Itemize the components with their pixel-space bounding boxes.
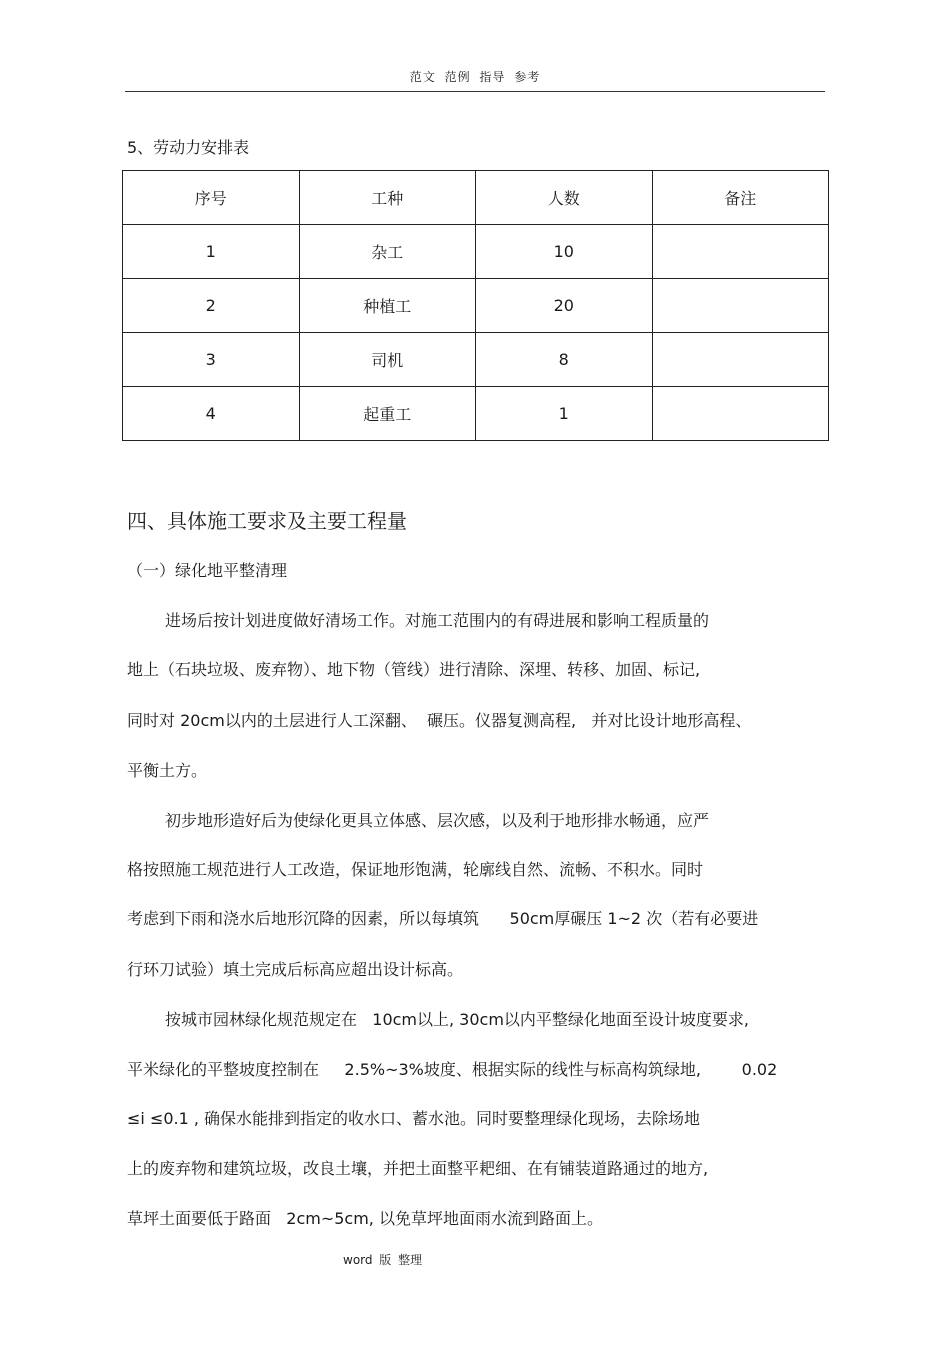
cell-trade: 种植工 (299, 279, 476, 333)
subsection-heading: （一）绿化地平整清理 (127, 561, 288, 580)
table-row (123, 279, 829, 333)
table-row (123, 387, 829, 441)
labor-arrangement-table (122, 170, 829, 441)
cell-remarks (652, 333, 829, 387)
body-line: 上的废弃物和建筑垃圾，改良土壤，并把土面整平耙细、在有铺装道路通过的地方, (127, 1159, 709, 1178)
table-row (123, 333, 829, 387)
cell-index: 3 (123, 333, 300, 387)
column-header-count: 人数 (476, 171, 653, 225)
body-line: 同时对 20cm以内的土层进行人工深翻、 碾压。仪器复测高程, 并对比设计地形高程、 (127, 711, 752, 730)
body-line: ≤i ≤0.1 , 确保水能排到指定的收水口、蓄水池。同时要整理绿化现场，去除场地 (127, 1109, 701, 1128)
cell-count: 10 (476, 225, 653, 279)
cell-count: 1 (476, 387, 653, 441)
cell-count: 8 (476, 333, 653, 387)
cell-remarks (652, 387, 829, 441)
column-header-index: 序号 (123, 171, 300, 225)
body-line: 进场后按计划进度做好清场工作。对施工范围内的有碍进展和影响工程质量的 (165, 611, 710, 630)
cell-index: 1 (123, 225, 300, 279)
body-line: 平衡土方。 (127, 761, 208, 780)
table-title: 5、劳动力安排表 (127, 138, 250, 157)
table-header-row (123, 171, 829, 225)
body-line: 平米绿化的平整坡度控制在 2.5%~3%坡度、根据实际的线性与标高构筑绿地, 0.02 (127, 1060, 778, 1079)
page-footer: word 版 整理 (343, 1253, 423, 1267)
cell-count: 20 (476, 279, 653, 333)
cell-trade: 司机 (299, 333, 476, 387)
body-line: 地上（石块垃圾、废弃物）、地下物（管线）进行清除、深埋、转移、加固、标记, (127, 660, 701, 679)
body-line: 格按照施工规范进行人工改造，保证地形饱满，轮廓线自然、流畅、不积水。同时 (127, 860, 704, 879)
body-line: 初步地形造好后为使绿化更具立体感、层次感，以及利于地形排水畅通，应严 (165, 811, 710, 830)
column-header-trade: 工种 (299, 171, 476, 225)
body-line: 行环刀试验）填土完成后标高应超出设计标高。 (127, 960, 464, 979)
cell-index: 2 (123, 279, 300, 333)
table-row (123, 225, 829, 279)
cell-index: 4 (123, 387, 300, 441)
cell-remarks (652, 225, 829, 279)
page-header: 范文 范例 指导 参考 (409, 70, 541, 84)
body-line: 考虑到下雨和浇水后地形沉降的因素，所以每填筑 50cm厚碾压 1~2 次（若有必要进 (127, 909, 759, 928)
cell-trade: 起重工 (299, 387, 476, 441)
header-divider (125, 91, 825, 92)
cell-remarks (652, 279, 829, 333)
cell-trade: 杂工 (299, 225, 476, 279)
section-heading: 四、具体施工要求及主要工程量 (127, 509, 407, 533)
column-header-remarks: 备注 (652, 171, 829, 225)
body-line: 草坪土面要低于路面 2cm~5cm, 以免草坪地面雨水流到路面上。 (127, 1209, 603, 1228)
body-line: 按城市园林绿化规范规定在 10cm以上, 30cm以内平整绿化地面至设计坡度要求, (165, 1010, 750, 1029)
